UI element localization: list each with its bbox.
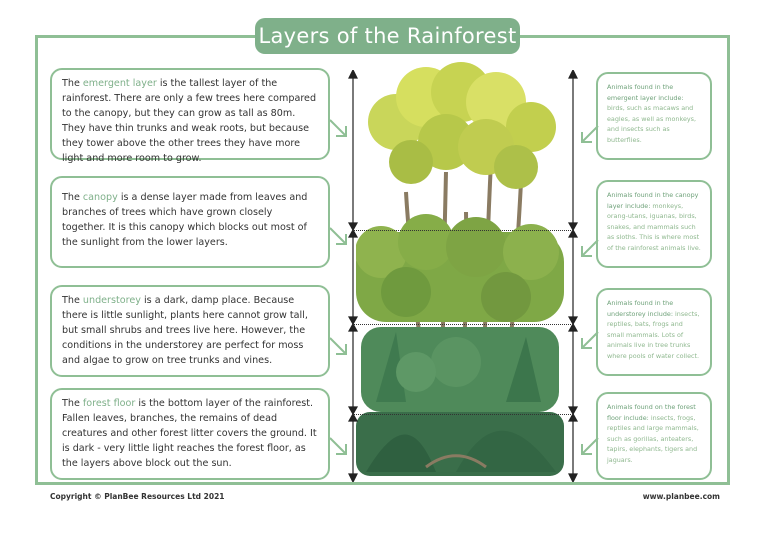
forest-floor-keyword: forest floor: [82, 398, 136, 409]
emergent-foliage: [368, 62, 556, 189]
layer-divider-understorey: [353, 324, 573, 325]
layer-divider-canopy: [353, 230, 573, 231]
emergent-description-box: The emergent layer is the tallest layer of the rainforest. There are only a few trees here compared to the canopy, but they can grow as tall as 80m. They have thin trunks and weak roots, but because they tower above the other trees they have more light and more room to grow.: [50, 68, 330, 160]
canopy-keyword: canopy: [82, 192, 118, 203]
forest-floor-description-box: The forest floor is the bottom layer of the rainforest. Fallen leaves, branches, the remains of dead creatures and other forest litter covers the ground. It is dark - very little light reaches the forest floor, as the layers above block out the sun.: [50, 388, 330, 480]
website-link[interactable]: www.planbee.com: [642, 492, 720, 501]
copyright-text: Copyright © PlanBee Resources Ltd 2021: [50, 492, 225, 501]
understorey-keyword: understorey: [82, 295, 141, 306]
understorey-foliage: [361, 327, 559, 412]
right-layer-measure: [566, 70, 580, 482]
left-layer-measure: [346, 70, 360, 482]
canopy-animals-arrow-icon: [578, 238, 600, 260]
understorey-description-box: The understorey is a dark, damp place. Because there is little sunlight, plants here cannot grow tall, but small shrubs and trees live here. However, the conditions in the understorey are perfect for moss and algae to grow on tree trunks and vines.: [50, 285, 330, 377]
emergent-animals-box: Animals found in the emergent layer include: birds, such as macaws and eagles, as well as monkeys, and insects such as butterflies.: [596, 72, 712, 160]
emergent-keyword: emergent layer: [82, 78, 157, 89]
understorey-animals-arrow-icon: [578, 330, 600, 352]
canopy-animals-box: Animals found in the canopy layer include: monkeys, orang-utans, iguanas, birds, snakes, and mammals such as sloths. This is where most of the rainforest animals live.: [596, 180, 712, 268]
page-title: Layers of the Rainforest: [255, 18, 520, 54]
canopy-description-box: The canopy is a dense layer made from leaves and branches of trees which have grown closely together. It is this canopy which blocks out most of the sunlight from the lower layers.: [50, 176, 330, 268]
forest-floor-animals-box: Animals found on the forest floor include: insects, frogs, reptiles and large mammals, such as gorillas, anteaters, tapirs, elephants, tigers and jaguars.: [596, 392, 712, 480]
forest-floor-foliage: [356, 412, 564, 476]
emergent-animals-arrow-icon: [578, 124, 600, 146]
forest-floor-animals-arrow-icon: [578, 436, 600, 458]
understorey-animals-box: Animals found in the understorey include: insects, reptiles, bats, frogs and small mammals. Lots of animals live in tree trunks where pools of water collect.: [596, 288, 712, 376]
layer-divider-forest-floor: [353, 414, 573, 415]
